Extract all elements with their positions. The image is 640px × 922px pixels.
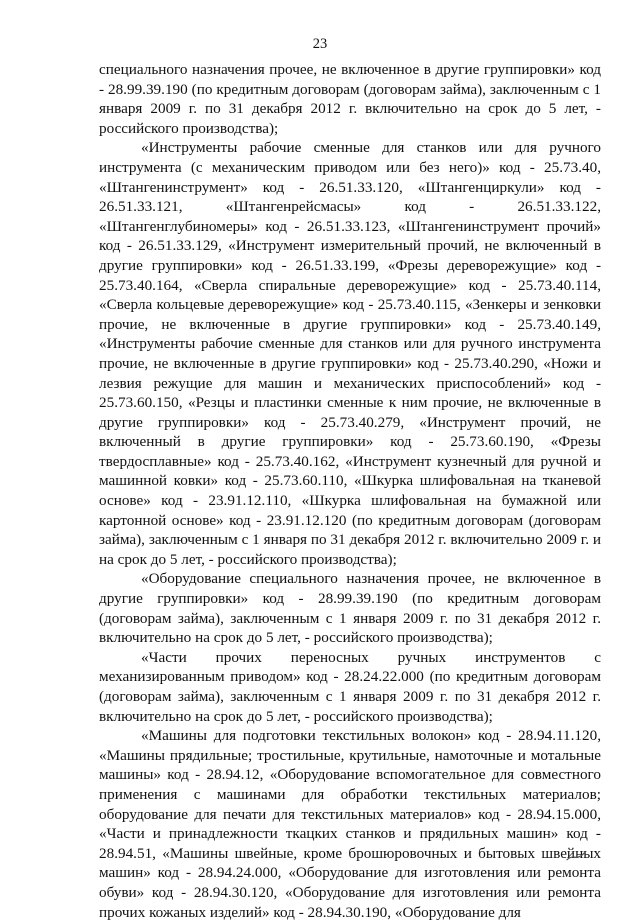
paragraph-5: «Машины для подготовки текстильных волокон» код - 28.94.11.120, «Машины прядильные; тростильные, крутильные, намоточные и мотальные машины» код - 28.94.12, «Оборудование вспомогательное для совместного применения с машинами для обработки текстильных материалов; оборудование для печати для текстильных материалов» код - 28.94.15.000, «Части и принадлежности ткацких станков и прядильных машин» код - 28.94.51, «Машины швейные, кроме брошюровочных и бытовых швейных машин» код - 28.94.24.000, «Оборудование для изготовления или ремонта обуви» код - 28.94.30.120, «Оборудование для изготовления или ремонта прочих кожаных изделий» код - 28.94.30.190, «Оборудование для xyxy=(99,727,601,921)
paragraph-2: «Инструменты рабочие сменные для станков или для ручного инструмента (с механическим приводом или без него)» код - 25.73.40, «Штангенинструмент» код - 26.51.33.120, «Штангенциркули» код - 26.51.33.121, «Штангенрейсмасы» код - 26.51.33.122, «Штангенглубиномеры» код - 26.51.33.123, «Штангенинструмент прочий» код - 26.51.33.129, «Инструмент измерительный прочий, не включенный в другие группировки» код - 26.51.33.199, «Фрезы дереворежущие» код - 25.73.40.164, «Сверла спиральные дереворежущие» код - 25.73.40.114, «Сверла кольцевые дереворежущие» код - 25.73.40.115, «Зенкеры и зенковки прочие, не включенные в другие группировки» код - 25.73.40.149, «Инструменты рабочие сменные для станков или для ручного инструмента прочие, не включенные в другие группировки» код - 25.73.40.290, «Ножи и лезвия режущие для машин и механических приспособлений» код - 25.73.60.150, «Резцы и пластинки сменные к ним прочие, не включенные в другие группировки» код - 25.73.40.279, «Инструмент прочий, не включенный в другие группировки» код - 25.73.60.190, «Фрезы твердосплавные» код - 25.73.40.162, «Инструмент кузнечный для ручной и машинной ковки» код - 25.73.60.110, «Шкурка шлифовальная на тканевой основе» код - 23.91.12.110, «Шкурка шлифовальная на бумажной или картонной основе» код - 23.91.12.120 (по кредитным договорам (договорам займа), заключенным с 1 января по 31 декабря 2012 г. включительно 2009 г. и на срок до 5 лет, - российского производства); xyxy=(99,139,601,568)
paragraph-3: «Оборудование специального назначения прочее, не включенное в другие группировки» код - 28.99.39.190 (по кредитным договорам (договорам займа), заключенным с 1 января 2009 г. по 31 декабря 2012 г. включительно на срок до 5 лет, - российского производства); xyxy=(99,570,601,647)
paragraph-1: специального назначения прочее, не включенное в другие группировки» код - 28.99.39.190 (по кредитным договорам (договорам займа), заключенным с 1 января 2009 г. по 31 декабря 2012 г. включительно на срок до 5 лет, - российского производства); xyxy=(99,61,601,137)
page-number: 23 xyxy=(312,36,328,52)
paragraph-4: «Части прочих переносных ручных инструментов с механизированным приводом» код - 28.24.22.000 (по кредитным договорам (договорам займа), заключенным с 1 января 2009 г. по 31 декабря 2012 г. включительно на срок до 5 лет, - российского производства); xyxy=(99,648,601,725)
document-body xyxy=(99,60,601,922)
